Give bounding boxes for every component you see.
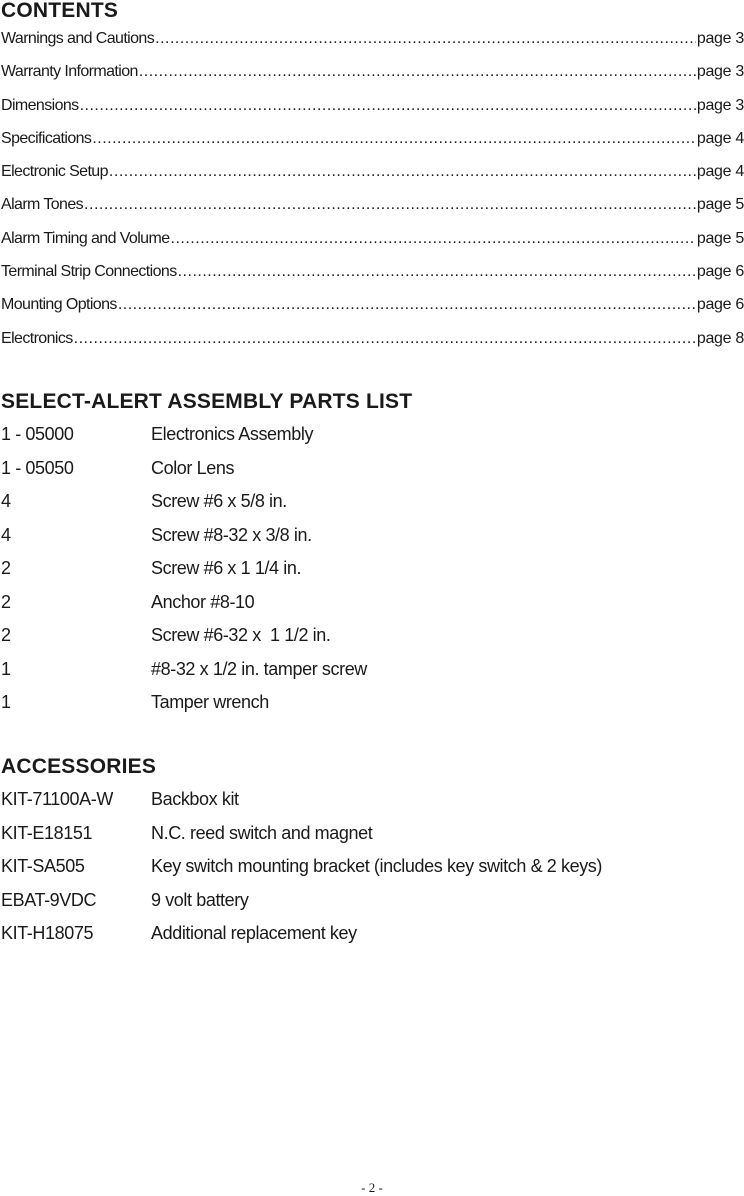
part-quantity: 1 - 05050 xyxy=(1,457,74,478)
toc-entry-page: page 5 xyxy=(696,229,744,247)
part-quantity: 4 xyxy=(1,491,11,511)
toc-entry-page: page 6 xyxy=(696,263,744,281)
part-description: Electronics Assembly xyxy=(151,424,314,444)
accessory-item xyxy=(1,823,741,857)
accessory-part-number: KIT-E18151 xyxy=(1,822,93,843)
toc-leader-dots xyxy=(92,130,696,148)
toc-entry xyxy=(1,97,744,130)
part-description: Color Lens xyxy=(151,457,235,478)
page-number: - 2 - xyxy=(361,1180,383,1195)
toc-entry-page: page 8 xyxy=(696,329,744,347)
toc-leader-dots xyxy=(155,30,696,48)
accessory-item xyxy=(1,789,741,823)
toc-leader-dots xyxy=(109,163,696,181)
part-description: #8-32 x 1/2 in. tamper screw xyxy=(151,658,367,679)
toc-entry-title: Warnings and Cautions xyxy=(1,30,155,47)
accessory-description: Backbox kit xyxy=(151,789,239,809)
parts-list xyxy=(1,424,741,726)
toc-leader-dots xyxy=(139,63,696,81)
parts-list-item xyxy=(1,424,741,458)
accessories-heading: ACCESSORIES xyxy=(1,755,157,778)
toc-entry xyxy=(1,296,744,329)
part-description: Anchor #8-10 xyxy=(151,591,255,612)
toc-leader-dots xyxy=(178,263,696,281)
part-quantity: 2 xyxy=(1,625,11,645)
toc-entry-page: page 5 xyxy=(696,196,744,214)
toc-leader-dots xyxy=(84,196,696,214)
toc-entry xyxy=(1,30,744,63)
toc-entry-page: page 3 xyxy=(696,63,744,81)
toc-leader-dots xyxy=(171,230,696,248)
accessory-part-number: KIT-SA505 xyxy=(1,856,85,876)
toc-entry-page: page 6 xyxy=(696,296,744,314)
part-quantity: 2 xyxy=(1,591,11,612)
parts-list-heading: SELECT-ALERT ASSEMBLY PARTS LIST xyxy=(1,390,413,413)
toc-leader-dots xyxy=(74,330,696,348)
parts-list-item xyxy=(1,692,741,726)
toc-entry-title: Terminal Strip Connections xyxy=(1,263,177,281)
parts-list-item xyxy=(1,625,741,659)
part-description: Screw #8-32 x 3/8 in. xyxy=(151,524,312,545)
toc-entry xyxy=(1,63,744,96)
part-quantity: 1 - 05000 xyxy=(1,424,74,444)
toc-leader-dots xyxy=(118,296,696,314)
toc-entry xyxy=(1,130,744,163)
table-of-contents xyxy=(1,30,744,363)
toc-entry-title: Alarm Timing and Volume xyxy=(1,229,170,247)
toc-entry-title: Specifications xyxy=(1,129,92,147)
toc-entry-title: Warranty Information xyxy=(1,63,138,81)
parts-list-item xyxy=(1,458,741,492)
toc-entry xyxy=(1,230,744,263)
accessory-item xyxy=(1,923,741,957)
parts-list-item xyxy=(1,525,741,559)
accessory-description: Key switch mounting bracket (includes key switch & 2 keys) xyxy=(151,856,602,876)
accessory-part-number: EBAT-9VDC xyxy=(1,889,97,910)
accessory-item xyxy=(1,890,741,924)
toc-entry xyxy=(1,163,744,196)
toc-entry-page: page 3 xyxy=(696,30,744,47)
toc-entry xyxy=(1,263,744,296)
part-quantity: 1 xyxy=(1,658,11,679)
part-quantity: 4 xyxy=(1,524,11,545)
accessory-description: N.C. reed switch and magnet xyxy=(151,822,373,843)
accessory-description: Additional replacement key xyxy=(151,923,357,943)
accessories-list xyxy=(1,789,741,957)
parts-list-item xyxy=(1,558,741,592)
parts-list-item xyxy=(1,592,741,626)
accessory-part-number: KIT-71100A-W xyxy=(1,789,113,809)
toc-entry-title: Alarm Tones xyxy=(1,196,84,214)
part-description: Screw #6-32 x 1 1/2 in. xyxy=(151,625,331,645)
toc-entry xyxy=(1,330,744,363)
toc-entry-title: Mounting Options xyxy=(1,296,117,314)
part-description: Screw #6 x 5/8 in. xyxy=(151,491,287,511)
parts-list-item xyxy=(1,659,741,693)
toc-entry-page: page 4 xyxy=(696,163,744,181)
part-description: Screw #6 x 1 1/4 in. xyxy=(151,558,302,578)
accessory-description: 9 volt battery xyxy=(151,889,249,910)
toc-leader-dots xyxy=(80,97,696,115)
toc-entry-page: page 3 xyxy=(696,96,744,114)
toc-entry xyxy=(1,196,744,229)
accessory-part-number: KIT-H18075 xyxy=(1,923,94,943)
toc-entry-title: Dimensions xyxy=(1,96,79,114)
toc-entry-title: Electronic Setup xyxy=(1,163,108,181)
part-description: Tamper wrench xyxy=(151,692,269,712)
toc-entry-page: page 4 xyxy=(696,129,744,147)
part-quantity: 2 xyxy=(1,558,11,578)
accessory-item xyxy=(1,856,741,890)
part-quantity: 1 xyxy=(1,692,11,712)
contents-heading: CONTENTS xyxy=(1,0,119,22)
parts-list-item xyxy=(1,491,741,525)
toc-entry-title: Electronics xyxy=(1,329,73,347)
